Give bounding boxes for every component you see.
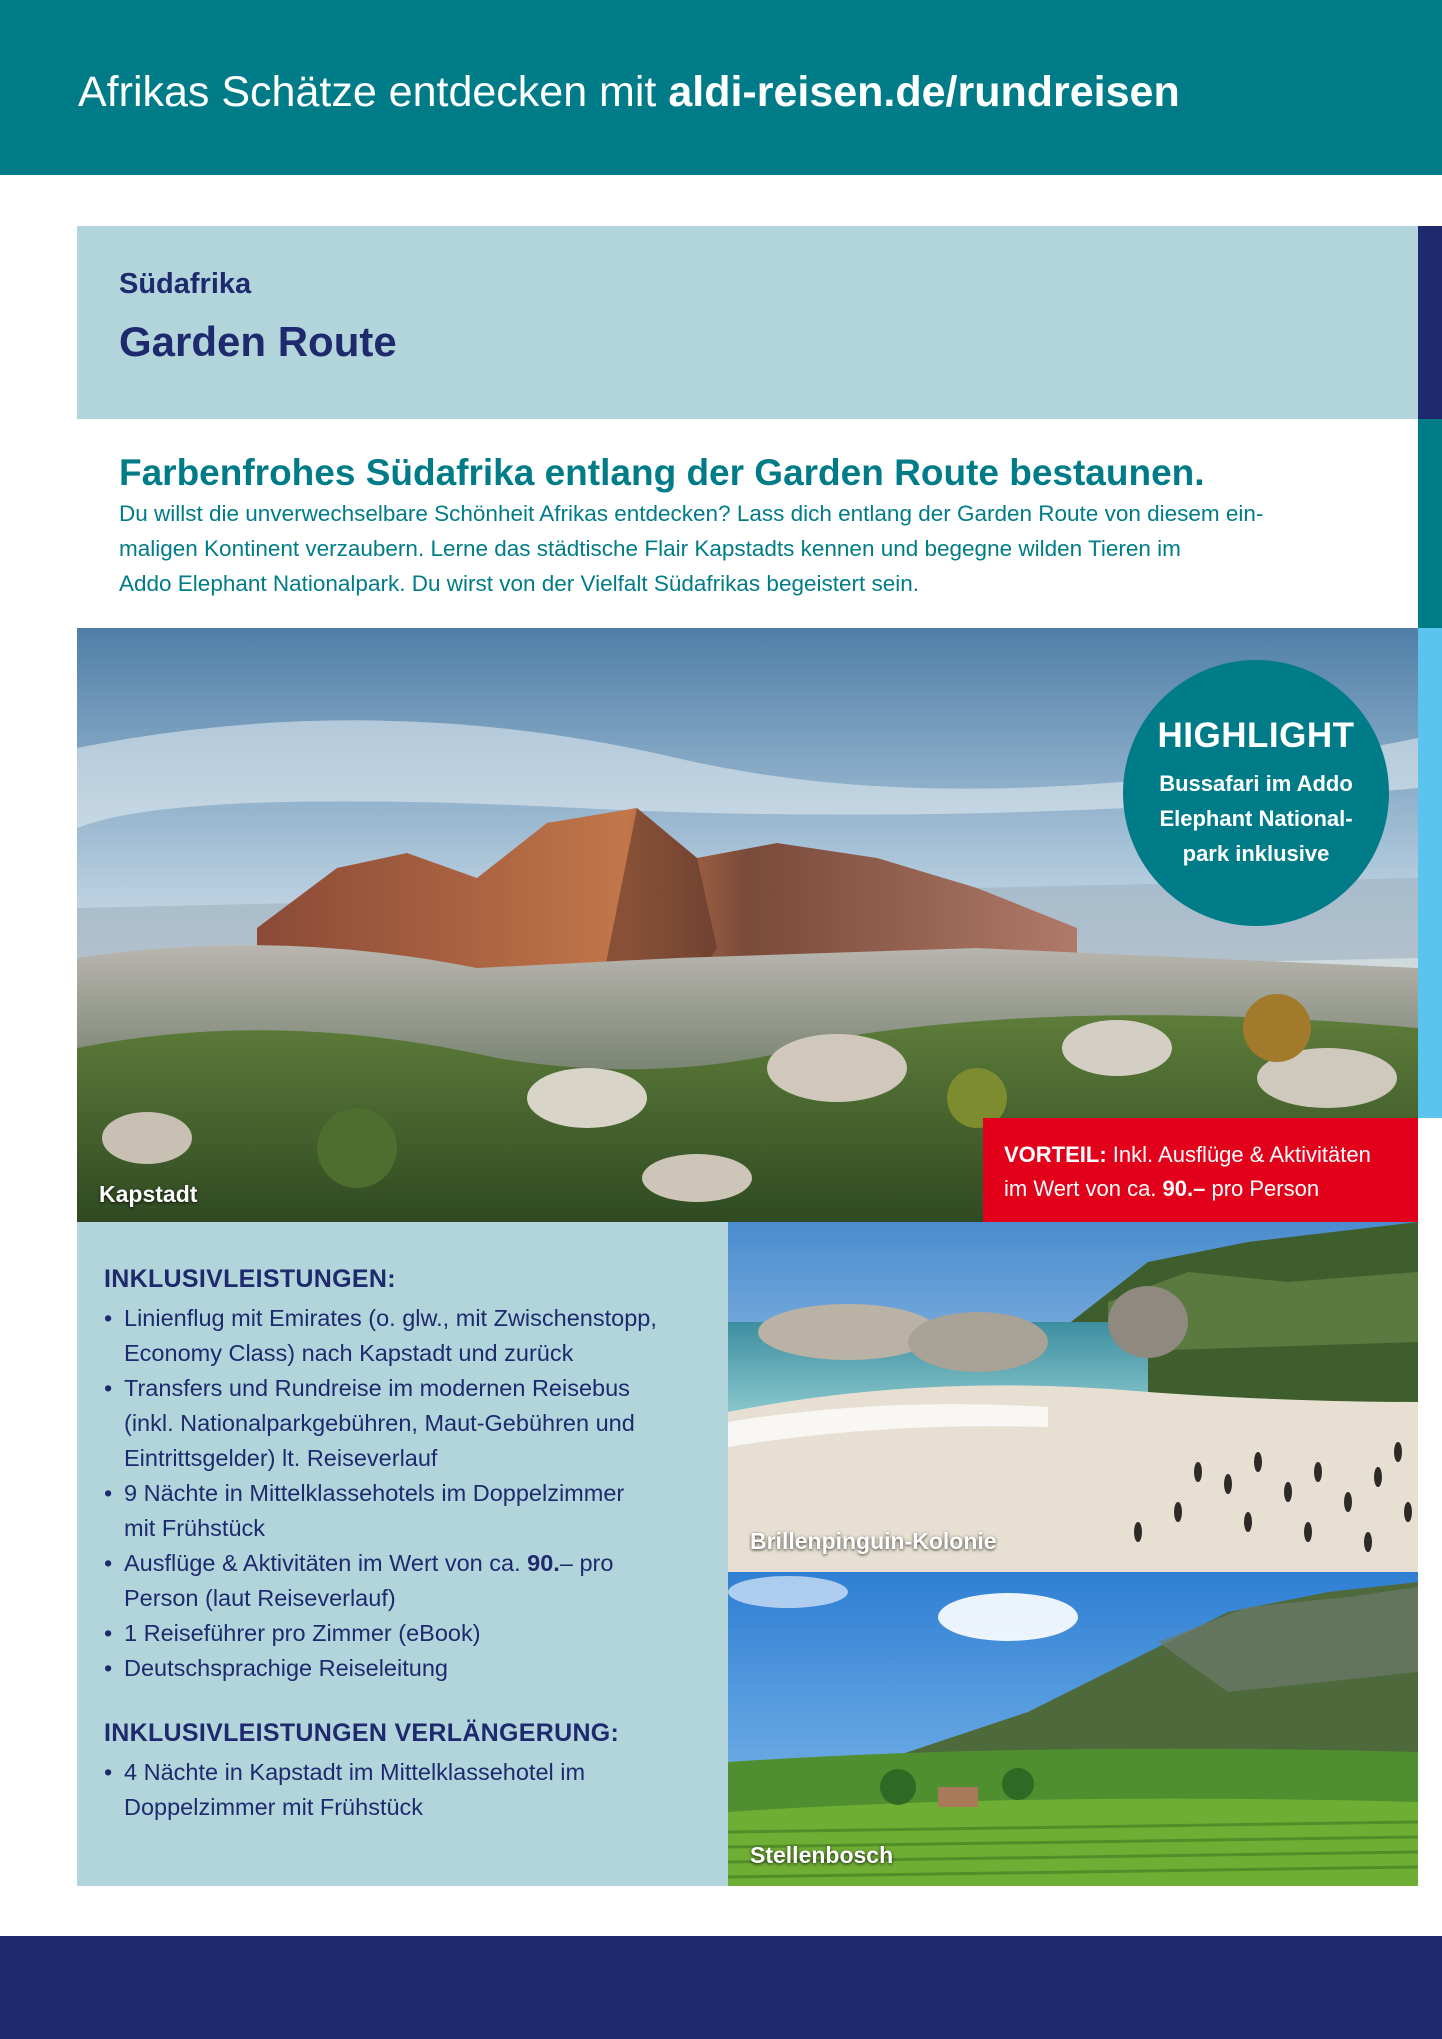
list-item-line: Economy Class) nach Kapstadt und zurück: [124, 1340, 574, 1366]
list-item: [104, 1546, 704, 1616]
vorteil-amount: 90.–: [1162, 1176, 1206, 1201]
vineyard-illustration: [728, 1572, 1418, 1886]
extension-heading: INKLUSIVLEISTUNGEN VERLÄNGERUNG:: [104, 1719, 620, 1747]
list-item-line: • Linienflug mit Emirates (o. glw., mit Zwischenstopp,: [124, 1305, 657, 1331]
highlight-line: Elephant National-: [1159, 806, 1353, 831]
right-strip-sky: [1418, 628, 1442, 1118]
right-strip-teal: [1418, 419, 1442, 628]
vorteil-line2-suffix: pro Person: [1205, 1176, 1320, 1201]
list-item-line: • 9 Nächte in Mittelklassehotels im Doppelzimmer: [124, 1480, 625, 1506]
list-item-line: • 4 Nächte in Kapstadt im Mittelklassehotel im: [124, 1759, 586, 1785]
services-panel: [77, 1222, 728, 1886]
banner-prefix: Afrikas Schätze entdecken mit: [78, 68, 657, 116]
list-item-line: Eintrittsgelder) lt. Reiseverlauf: [124, 1445, 438, 1471]
country-label: Südafrika: [119, 268, 252, 300]
highlight-line: Bussafari im Addo: [1159, 771, 1353, 796]
list-item: [104, 1301, 704, 1371]
title-box: [77, 226, 1418, 419]
top-banner: [0, 0, 1442, 175]
list-item-line: • Deutschsprachige Reiseleitung: [124, 1655, 448, 1681]
intro-line: maligen Kontinent verzaubern. Lerne das städtische Flair Kapstadts kennen und begegne wilden Tieren im: [119, 536, 1181, 561]
intro-line: Addo Elephant Nationalpark. Du wirst von der Vielfalt Südafrikas begeistert sein.: [119, 571, 920, 596]
list-item-line: Person (laut Reiseverlauf): [124, 1585, 396, 1611]
intro-body: [119, 496, 1409, 601]
bottom-band: [0, 1936, 1442, 2039]
activities-amount: 90.: [527, 1550, 560, 1576]
highlight-title: HIGHLIGHT: [1157, 716, 1355, 755]
highlight-text: [1123, 766, 1389, 871]
penguin-beach-illustration: [728, 1222, 1418, 1572]
vorteil-line1-text: Inkl. Ausflüge & Aktivitäten: [1106, 1142, 1371, 1167]
list-item: [104, 1755, 704, 1825]
right-strip-navy: [1418, 226, 1442, 419]
vorteil-line2-prefix: im Wert von ca.: [1004, 1176, 1163, 1201]
activities-suffix: – pro: [559, 1550, 614, 1576]
photo-stellenbosch: [728, 1572, 1418, 1886]
services-list: [104, 1301, 704, 1686]
intro-heading: Farbenfrohes Südafrika entlang der Garden Route bestaunen.: [119, 452, 1205, 493]
list-item-line: • 1 Reiseführer pro Zimmer (eBook): [124, 1620, 481, 1646]
list-item: [104, 1476, 704, 1546]
list-item: [104, 1651, 704, 1686]
intro-line: Du willst die unverwechselbare Schönheit Afrikas entdecken? Lass dich entlang der Garden Route von diesem ein-: [119, 501, 1264, 526]
list-item-line: Doppelzimmer mit Frühstück: [124, 1794, 424, 1820]
highlight-line: park inklusive: [1182, 841, 1330, 866]
vorteil-line-1: [1004, 1138, 1418, 1172]
intro-section: [119, 452, 1409, 601]
tour-title: Garden Route: [119, 318, 397, 365]
penguin-caption: Brillenpinguin-Kolonie: [750, 1528, 997, 1554]
vorteil-label: VORTEIL:: [1004, 1142, 1107, 1167]
hero-caption: Kapstadt: [99, 1181, 198, 1207]
list-item: [104, 1616, 704, 1651]
stellenbosch-caption: Stellenbosch: [750, 1842, 894, 1868]
vorteil-box: [983, 1118, 1418, 1222]
highlight-badge: [1123, 660, 1389, 926]
list-item: [104, 1371, 704, 1476]
list-item-line: • Transfers und Rundreise im modernen Reisebus: [124, 1375, 630, 1401]
list-item-line: mit Frühstück: [124, 1515, 266, 1541]
photo-penguin-colony: [728, 1222, 1418, 1572]
list-item-line: [124, 1546, 704, 1581]
extension-list: [104, 1755, 704, 1825]
list-item-line: (inkl. Nationalparkgebühren, Maut-Gebühren und: [124, 1410, 635, 1436]
banner-link[interactable]: aldi-reisen.de/rundreisen: [668, 68, 1180, 116]
vorteil-line-2: [1004, 1172, 1418, 1206]
services-heading: INKLUSIVLEISTUNGEN:: [104, 1265, 396, 1293]
activities-prefix: Ausflüge & Aktivitäten im Wert von ca.: [124, 1550, 528, 1576]
banner-text: [78, 62, 1180, 122]
